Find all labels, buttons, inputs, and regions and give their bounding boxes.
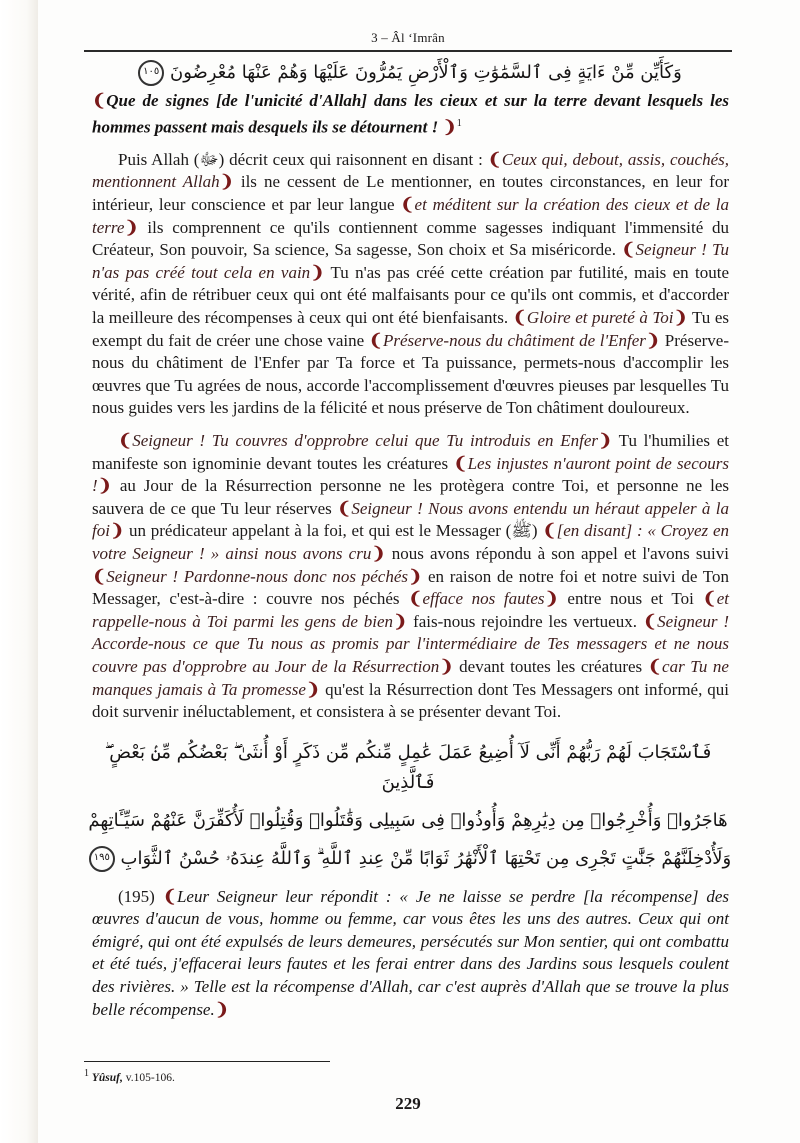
close-bracket: ❩	[439, 656, 454, 676]
open-bracket: ❨	[702, 589, 717, 609]
footnote-verses: v.105-106.	[122, 1072, 175, 1085]
close-bracket: ❩	[645, 330, 661, 350]
quran-quote: Ceux qui, debout, assis, couchés, mentionnent Allah	[92, 149, 729, 192]
open-bracket: ❨	[487, 149, 502, 169]
translation-paragraph-195	[92, 886, 729, 1022]
commentary-text: Tu es exempt du fait de créer une chose vaine	[92, 308, 730, 350]
close-bracket: ❩	[598, 430, 613, 450]
open-bracket: ❨	[368, 330, 384, 350]
open-bracket: ❨	[647, 656, 663, 676]
close-bracket: ❩	[408, 566, 423, 586]
commentary-text: un prédicateur appelant à la foi, et qui est le Messager (ﷺ)	[124, 521, 543, 541]
commentary-paragraph-2	[92, 430, 729, 724]
footnote-number: 1	[84, 1068, 89, 1080]
open-bracket: ❨	[118, 430, 133, 450]
arabic-verse-195	[84, 738, 732, 874]
commentary-text: Préserve-nous du châtiment de l'Enfer par Ta force et Ta puissance, permets-nous d'accomplir les œuvres que Tu agrées de nous, accorde l'accomplissement d'œuvres pieuses par lesquelles Tu nous guides vers les jardins de la félicité et nous préserve de Ton châtiment douloureux.	[92, 330, 729, 418]
close-bracket: ❩	[97, 476, 112, 496]
open-bracket: ❨	[621, 240, 636, 260]
verse-number-marker: ١٠٥	[138, 60, 164, 86]
quran-quote: Les injustes n'auront point de secours !	[92, 453, 729, 496]
arabic-line-text: وَلَأُدْخِلَنَّهُمْ جَنَّٰتٍ تَجْرِى مِن تَحْتِهَا ٱلْأَنْهَٰرُ ثَوَابًا مِّنْ عِندِ ٱللَّهِ ۗ وَٱللَّهُ عِندَهُۥ حُسْنُ ٱلثَّوَابِ	[120, 847, 732, 869]
quran-quote: efface nos fautes	[422, 589, 545, 609]
quran-quote: Seigneur ! Accorde-nous ce que Tu nous as promis par l'intermédiaire de Tes messagers et ne nous couvre pas d'opprobre au Jour de la Résurrection	[92, 611, 730, 676]
open-bracket: ❨	[512, 308, 527, 327]
close-bracket: ❩	[673, 308, 688, 327]
close-bracket: ❩	[109, 521, 125, 541]
quran-quote: Préserve-nous du châtiment de l'Enfer	[383, 330, 646, 350]
quran-quote: Seigneur ! Pardonne-nous donc nos péchés	[106, 566, 408, 586]
commentary-text: qu'est la Résurrection dont Tes Messagers ont informé, qui doit survenir inéluctablement, et consistera à se présenter devant Toi.	[92, 679, 729, 722]
quran-quote: Seigneur ! Nous avons entendu un héraut appeler à la foi	[92, 498, 729, 541]
quran-quote: Seigneur ! Tu couvres d'opprobre celui que Tu introduis en Enfer	[132, 430, 599, 450]
verse-number-marker: ١٩٥	[89, 846, 115, 872]
commentary-text: devant toutes les créatures	[453, 656, 648, 676]
quran-quote: Seigneur ! Tu n'as pas créé tout cela en vain	[92, 240, 729, 282]
arabic-verse-105	[84, 58, 732, 88]
quran-quote: et méditent sur la création des cieux et de la terre	[92, 195, 729, 237]
commentary-text: en raison de notre foi et notre suivi de Ton Messager, c'est-à-dire : couvre nos péchés	[92, 566, 729, 609]
open-bracket: ❨	[162, 886, 177, 906]
page-edge-shadow	[0, 0, 38, 1143]
open-bracket: ❨	[92, 566, 107, 586]
commentary-paragraph-1	[92, 149, 729, 420]
close-bracket: ❩	[310, 262, 325, 282]
footnote-source: Yûsuf,	[91, 1072, 123, 1085]
intro-translation	[92, 90, 729, 139]
close-bracket: ❩	[371, 543, 386, 563]
verse-number: (195)	[118, 886, 155, 906]
quran-quote: [en disant] : « Croyez en votre Seigneur ! » ainsi nous avons cru	[92, 521, 729, 563]
running-head-title: 3 – Âl ‘Imrân	[84, 30, 732, 52]
close-bracket: ❩	[442, 117, 457, 137]
page-content	[84, 0, 732, 1134]
open-bracket: ❨	[542, 521, 557, 541]
verse-translation: Leur Seigneur leur répondit : « Je ne laisse se perdre [la récompense] des œuvres d'aucun de vous, homme ou femme, car vous êtes les uns des autres. Ceux qui ont émigré, qui ont été expulsés de leurs demeures, persécutés sur Mon sentier, qui ont combattu et été tués, j'effacerai leurs fautes et les ferai entrer dans des Jardins sous lesquels coulent des rivières. » Telle est la récompense d'Allah, car c'est auprès d'Allah que se trouve la plus belle récompense.	[92, 886, 730, 1019]
footnote-ref: 1	[456, 117, 462, 129]
commentary-text: ils comprennent ce qu'ils contiennent comme sagesses indiquant l'immensité du Créateur, Son pouvoir, Sa science, Sa sagesse, Son choix et Sa miséricorde.	[92, 217, 729, 260]
arabic-line: فَٱسْتَجَابَ لَهُمْ رَبُّهُمْ أَنِّى لَآ أُضِيعُ عَمَلَ عَٰمِلٍ مِّنكُم مِّن ذَكَرٍ أَوْ أُنثَىٰ ۖ بَعْضُكُم مِّنۢ بَعْضٍ ۖ فَٱلَّذِينَ	[104, 741, 712, 793]
commentary-text: Puis Allah (ﷻ) décrit ceux qui raisonnent en disant :	[118, 149, 488, 169]
arabic-verse-text: وَكَأَيِّن مِّنْ ءَايَةٍ فِى ٱلسَّمَٰوَٰتِ وَٱلْأَرْضِ يَمُرُّونَ عَلَيْهَا وَهُمْ عَنْهَا مُعْرِضُونَ	[169, 62, 682, 83]
quran-quote: et rappelle-nous à Toi parmi les gens de bien	[92, 589, 729, 631]
open-bracket: ❨	[408, 589, 423, 609]
close-bracket: ❩	[124, 217, 139, 237]
commentary-text: Tu l'humilies et manifeste son ignominie devant toutes les créatures	[92, 430, 729, 473]
open-bracket: ❨	[92, 91, 107, 110]
intro-quote: Que de signes [de l'unicité d'Allah] dans les cieux et sur la terre devant lesquels les hommes passent mais desquels ils se détournent !	[92, 91, 729, 137]
open-bracket: ❨	[642, 611, 658, 631]
commentary-text: ils ne cessent de Le mentionner, en toutes circonstances, en leur for intérieur, leur conscience et par leur langue	[92, 172, 730, 215]
open-bracket: ❨	[453, 453, 468, 473]
footnote	[84, 1068, 732, 1084]
close-bracket: ❩	[219, 172, 234, 192]
commentary-text: fais-nous rejoindre les vertueux.	[407, 611, 643, 631]
page-number: 229	[395, 1094, 421, 1114]
commentary-text: nous avons répondu à son appel et l'avons suivi	[385, 543, 729, 563]
quran-quote: car Tu ne manques jamais à Ta promesse	[92, 656, 729, 699]
close-bracket: ❩	[305, 679, 321, 699]
commentary-text: Tu n'as pas créé cette création par futilité, mais en toute vérité, afin de rétribuer ceux qui ont été malfaisants pour ce qu'ils ont commis, et d'accorder la meilleure des récompenses à ceux qui ont été bienfaisants.	[92, 262, 729, 327]
arabic-line: هَاجَرُوا۟ وَأُخْرِجُوا۟ مِن دِيَٰرِهِمْ وَأُوذُوا۟ فِى سَبِيلِى وَقَٰتَلُوا۟ وَقُتِلُوا۟ لَأُكَفِّرَنَّ عَنْهُمْ سَيِّـَٔاتِهِمْ	[88, 809, 728, 831]
close-bracket: ❩	[214, 999, 229, 1019]
footnote-rule	[84, 1061, 330, 1062]
open-bracket: ❨	[337, 498, 352, 518]
footer-area	[84, 1061, 732, 1134]
open-bracket: ❨	[400, 195, 415, 215]
commentary-text: au Jour de la Résurrection personne ne les protègera contre Toi, et personne ne les sauvera de ce que Tu leur réserves	[92, 476, 729, 518]
commentary-text: entre nous et Toi	[558, 589, 703, 609]
arabic-line-last	[84, 844, 732, 874]
close-bracket: ❩	[544, 589, 559, 609]
quran-quote: Gloire et pureté à Toi	[526, 308, 674, 327]
close-bracket: ❩	[393, 611, 408, 631]
